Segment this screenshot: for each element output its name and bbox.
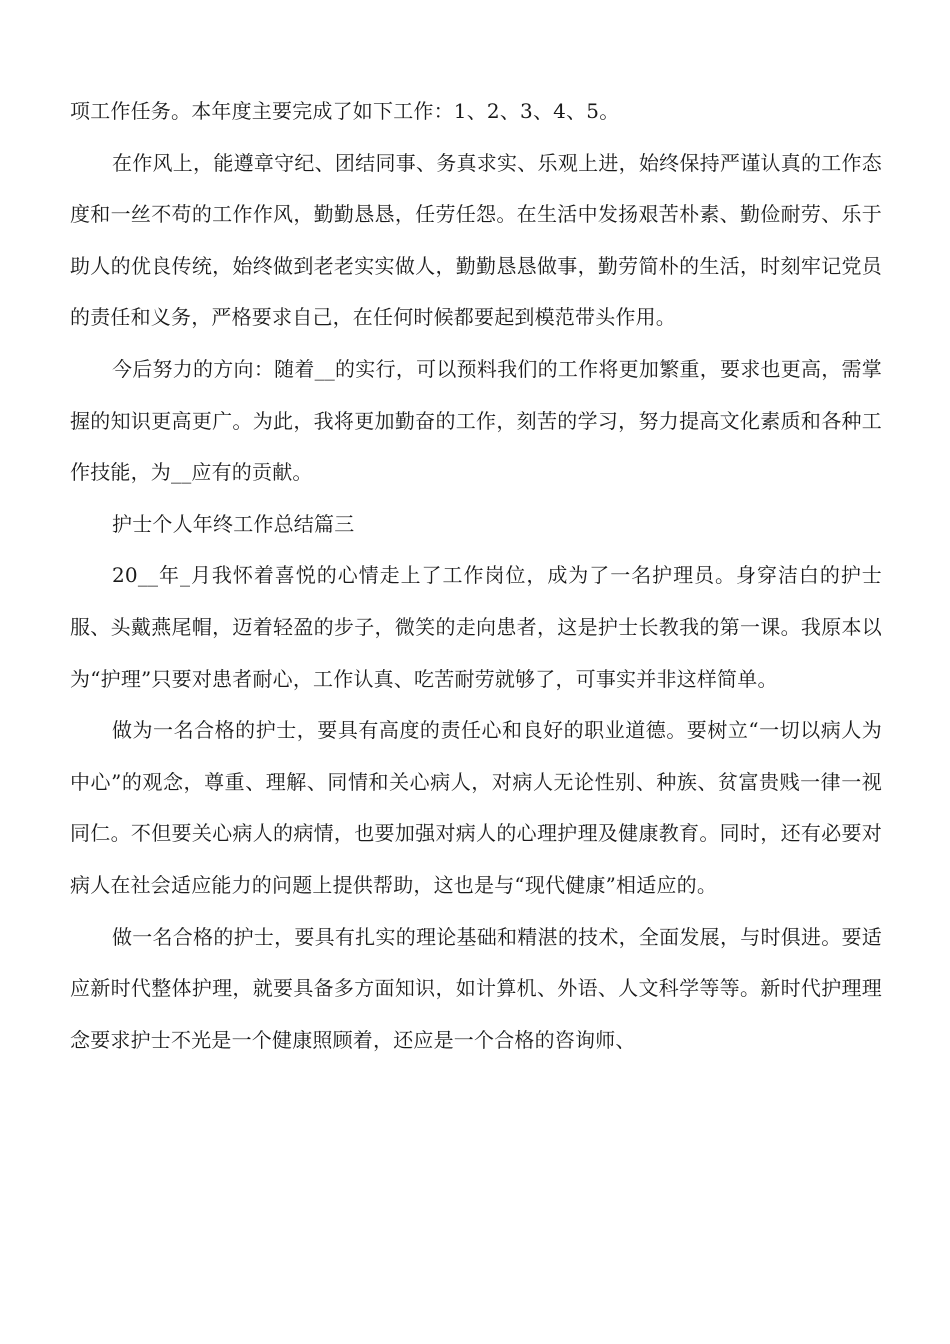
document-page: [70, 86, 882, 1066]
paragraph-future-direction: 今后努力的方向：随着__的实行，可以预料我们的工作将更加繁重，要求也更高，需掌握的知识更高更广。为此，我将更加勤奋的工作，刻苦的学习，努力提高文化素质和各种工作技能，为__应有的贡献。: [70, 356, 882, 485]
paragraph-responsibility: 做为一名合格的护士，要具有高度的责任心和良好的职业道德。要树立“一切以病人为中心”的观念，尊重、理解、同情和关心病人，对病人无论性别、种族、贫富贵贱一律一视同仁。不但要关心病人的病情，也要加强对病人的心理护理及健康教育。同时，还有必要对病人在社会适应能力的问题上提供帮助，这也是与“现代健康”相适应的。: [70, 718, 882, 897]
section-heading: 护士个人年终工作总结篇三: [112, 511, 355, 536]
paragraph-skills: 做一名合格的护士，要具有扎实的理论基础和精湛的技术，全面发展，与时俱进。要适应新时代整体护理，就要具备多方面知识，如计算机、外语、人文科学等等。新时代护理理念要求护士不光是一个健康照顾着，还应是一个合格的咨询师、: [70, 924, 882, 1052]
paragraph-start-of-work: 20__年_月我怀着喜悦的心情走上了工作岗位，成为了一名护理员。身穿洁白的护士服、头戴燕尾帽，迈着轻盈的步子，微笑的走向患者，这是护士长教我的第一课。我原本以为“护理”只要对患者耐心，工作认真、吃苦耐劳就够了，可事实并非这样简单。: [70, 563, 882, 691]
paragraph-work-style: 在作风上，能遵章守纪、团结同事、务真求实、乐观上进，始终保持严谨认真的工作态度和一丝不苟的工作作风，勤勤恳恳，任劳任怨。在生活中发扬艰苦朴素、勤俭耐劳、乐于助人的优良传统，始终做到老老实实做人，勤勤恳恳做事，勤劳简朴的生活，时刻牢记党员的责任和义务，严格要求自己，在任何时候都要起到模范带头作用。: [70, 150, 882, 330]
paragraph-continuation: 项工作任务。本年度主要完成了如下工作：1、2、3、4、5。: [70, 99, 620, 123]
